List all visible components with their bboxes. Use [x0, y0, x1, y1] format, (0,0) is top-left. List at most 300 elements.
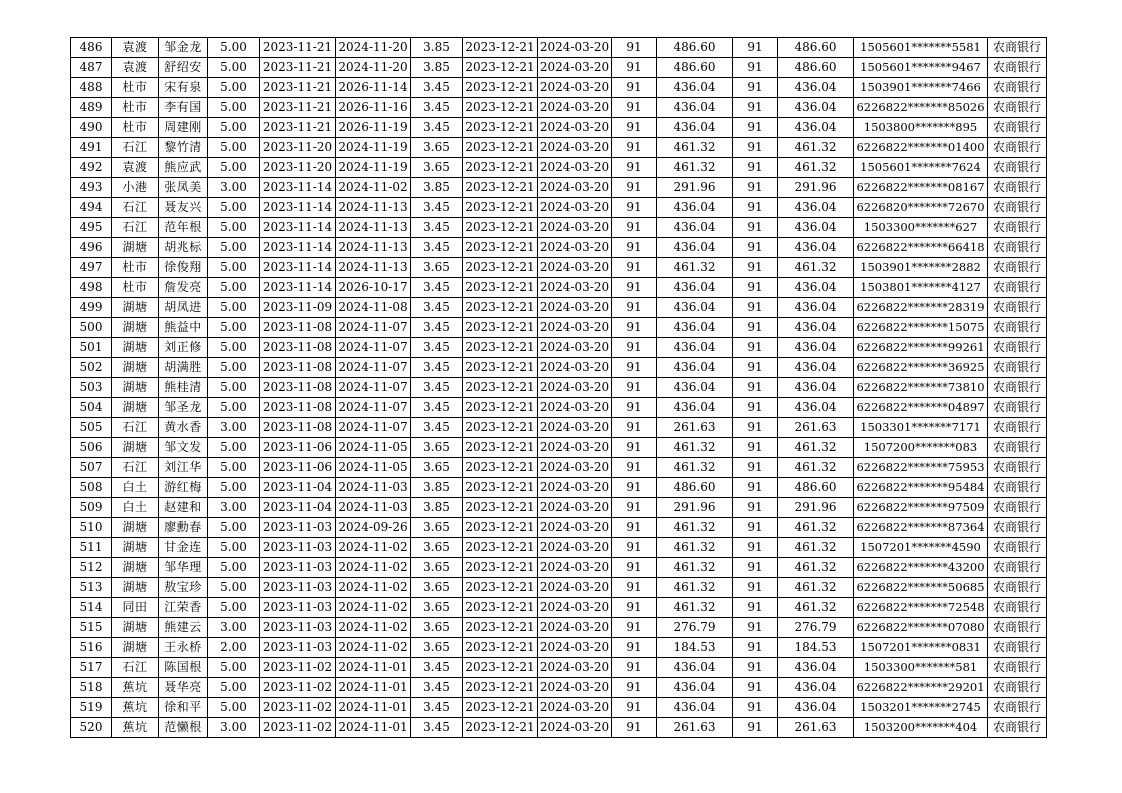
cell-subsidy-days: 91: [733, 618, 778, 638]
cell-account-number: 1503201*******2745: [854, 698, 988, 718]
table-row: [71, 378, 1047, 398]
cell-interest-amount: 436.04: [657, 678, 733, 698]
cell-interest-amount: 276.79: [657, 618, 733, 638]
cell-loan-end-date: 2024-11-07: [336, 318, 411, 338]
cell-bank-name: 农商银行: [988, 638, 1047, 658]
cell-bank-name: 农商银行: [988, 458, 1047, 478]
cell-interest-period-end: 2024-03-20: [538, 278, 612, 298]
cell-days: 91: [612, 318, 657, 338]
cell-row-index: 509: [71, 498, 112, 518]
cell-name: 陈国根: [159, 658, 208, 678]
cell-subsidy-days: 91: [733, 398, 778, 418]
cell-interest-rate: 3.45: [411, 418, 463, 438]
cell-loan-end-date: 2024-11-07: [336, 418, 411, 438]
table-row: [71, 578, 1047, 598]
cell-loan-end-date: 2024-11-01: [336, 718, 411, 738]
cell-name: 黎竹清: [159, 138, 208, 158]
cell-bank-name: 农商银行: [988, 38, 1047, 58]
cell-township: 石江: [112, 198, 159, 218]
cell-subsidy-days: 91: [733, 658, 778, 678]
cell-township: 蕉坑: [112, 678, 159, 698]
cell-interest-amount: 461.32: [657, 138, 733, 158]
cell-subsidy-amount: 436.04: [778, 118, 854, 138]
cell-account-number: 1503301*******7171: [854, 418, 988, 438]
cell-loan-end-date: 2024-11-01: [336, 678, 411, 698]
cell-interest-amount: 461.32: [657, 438, 733, 458]
cell-interest-period-start: 2023-12-21: [463, 38, 538, 58]
cell-interest-rate: 3.45: [411, 118, 463, 138]
cell-subsidy-amount: 436.04: [778, 358, 854, 378]
cell-subsidy-days: 91: [733, 238, 778, 258]
cell-subsidy-amount: 436.04: [778, 698, 854, 718]
cell-interest-period-end: 2024-03-20: [538, 38, 612, 58]
cell-bank-name: 农商银行: [988, 218, 1047, 238]
cell-subsidy-days: 91: [733, 358, 778, 378]
cell-interest-period-end: 2024-03-20: [538, 718, 612, 738]
cell-interest-period-start: 2023-12-21: [463, 598, 538, 618]
cell-account-number: 1503200*******404: [854, 718, 988, 738]
cell-interest-period-start: 2023-12-21: [463, 458, 538, 478]
table-row: [71, 658, 1047, 678]
cell-row-index: 503: [71, 378, 112, 398]
cell-days: 91: [612, 418, 657, 438]
cell-interest-rate: 3.85: [411, 38, 463, 58]
cell-account-number: 6226822*******73810: [854, 378, 988, 398]
cell-subsidy-amount: 461.32: [778, 258, 854, 278]
cell-principal: 5.00: [208, 398, 260, 418]
cell-loan-end-date: 2024-11-05: [336, 458, 411, 478]
cell-loan-start-date: 2023-11-06: [260, 438, 336, 458]
cell-bank-name: 农商银行: [988, 78, 1047, 98]
cell-loan-end-date: 2024-11-01: [336, 658, 411, 678]
cell-interest-period-start: 2023-12-21: [463, 218, 538, 238]
cell-row-index: 520: [71, 718, 112, 738]
cell-row-index: 508: [71, 478, 112, 498]
cell-bank-name: 农商银行: [988, 118, 1047, 138]
cell-account-number: 6226822*******28319: [854, 298, 988, 318]
loan-interest-table: [70, 37, 1047, 738]
cell-interest-rate: 3.45: [411, 718, 463, 738]
cell-name: 邹圣龙: [159, 398, 208, 418]
table-row: [71, 338, 1047, 358]
cell-loan-start-date: 2023-11-03: [260, 518, 336, 538]
cell-interest-period-end: 2024-03-20: [538, 198, 612, 218]
cell-interest-period-start: 2023-12-21: [463, 518, 538, 538]
cell-bank-name: 农商银行: [988, 718, 1047, 738]
cell-interest-rate: 3.45: [411, 378, 463, 398]
cell-account-number: 6226822*******01400: [854, 138, 988, 158]
cell-interest-amount: 461.32: [657, 458, 733, 478]
cell-interest-amount: 436.04: [657, 298, 733, 318]
cell-subsidy-days: 91: [733, 118, 778, 138]
cell-principal: 5.00: [208, 358, 260, 378]
table-row: [71, 78, 1047, 98]
cell-principal: 5.00: [208, 218, 260, 238]
cell-days: 91: [612, 698, 657, 718]
cell-township: 白土: [112, 478, 159, 498]
cell-interest-amount: 461.32: [657, 258, 733, 278]
cell-township: 白土: [112, 498, 159, 518]
cell-row-index: 511: [71, 538, 112, 558]
cell-subsidy-days: 91: [733, 198, 778, 218]
cell-principal: 5.00: [208, 38, 260, 58]
cell-account-number: 6226822*******15075: [854, 318, 988, 338]
cell-subsidy-amount: 276.79: [778, 618, 854, 638]
cell-interest-amount: 486.60: [657, 58, 733, 78]
cell-account-number: 6226822*******08167: [854, 178, 988, 198]
cell-principal: 5.00: [208, 58, 260, 78]
cell-subsidy-days: 91: [733, 38, 778, 58]
table-row: [71, 198, 1047, 218]
cell-account-number: 1507201*******4590: [854, 538, 988, 558]
cell-loan-start-date: 2023-11-20: [260, 138, 336, 158]
cell-interest-period-end: 2024-03-20: [538, 58, 612, 78]
cell-days: 91: [612, 598, 657, 618]
cell-principal: 3.00: [208, 718, 260, 738]
cell-loan-end-date: 2026-11-16: [336, 98, 411, 118]
cell-interest-rate: 3.45: [411, 698, 463, 718]
cell-subsidy-amount: 461.32: [778, 158, 854, 178]
cell-subsidy-amount: 436.04: [778, 318, 854, 338]
cell-subsidy-days: 91: [733, 418, 778, 438]
table-row: [71, 518, 1047, 538]
table-row: [71, 438, 1047, 458]
cell-name: 敖宝珍: [159, 578, 208, 598]
cell-row-index: 487: [71, 58, 112, 78]
cell-subsidy-days: 91: [733, 378, 778, 398]
cell-loan-start-date: 2023-11-09: [260, 298, 336, 318]
cell-bank-name: 农商银行: [988, 658, 1047, 678]
cell-subsidy-days: 91: [733, 698, 778, 718]
cell-interest-period-start: 2023-12-21: [463, 378, 538, 398]
cell-account-number: 1503801*******4127: [854, 278, 988, 298]
cell-principal: 3.00: [208, 618, 260, 638]
cell-days: 91: [612, 718, 657, 738]
cell-interest-period-end: 2024-03-20: [538, 698, 612, 718]
cell-row-index: 518: [71, 678, 112, 698]
cell-interest-period-end: 2024-03-20: [538, 158, 612, 178]
cell-loan-start-date: 2023-11-08: [260, 378, 336, 398]
cell-account-number: 1505601*******7624: [854, 158, 988, 178]
cell-principal: 5.00: [208, 198, 260, 218]
cell-row-index: 497: [71, 258, 112, 278]
cell-interest-amount: 436.04: [657, 98, 733, 118]
cell-interest-period-end: 2024-03-20: [538, 258, 612, 278]
cell-interest-period-start: 2023-12-21: [463, 118, 538, 138]
cell-account-number: 6226820*******72670: [854, 198, 988, 218]
cell-loan-end-date: 2026-11-14: [336, 78, 411, 98]
table-row: [71, 138, 1047, 158]
cell-township: 石江: [112, 418, 159, 438]
cell-bank-name: 农商银行: [988, 198, 1047, 218]
cell-subsidy-amount: 461.32: [778, 558, 854, 578]
cell-interest-rate: 3.85: [411, 58, 463, 78]
cell-loan-start-date: 2023-11-04: [260, 498, 336, 518]
cell-interest-amount: 461.32: [657, 598, 733, 618]
cell-township: 袁渡: [112, 58, 159, 78]
table-body: [71, 38, 1047, 738]
cell-township: 石江: [112, 218, 159, 238]
cell-bank-name: 农商银行: [988, 538, 1047, 558]
cell-interest-amount: 184.53: [657, 638, 733, 658]
cell-interest-period-start: 2023-12-21: [463, 398, 538, 418]
cell-interest-period-end: 2024-03-20: [538, 358, 612, 378]
table-row: [71, 238, 1047, 258]
cell-interest-period-end: 2024-03-20: [538, 78, 612, 98]
table-row: [71, 718, 1047, 738]
cell-township: 蕉坑: [112, 698, 159, 718]
cell-subsidy-amount: 461.32: [778, 538, 854, 558]
cell-subsidy-amount: 436.04: [778, 398, 854, 418]
cell-loan-end-date: 2024-11-08: [336, 298, 411, 318]
cell-township: 石江: [112, 138, 159, 158]
cell-name: 周建刚: [159, 118, 208, 138]
cell-row-index: 517: [71, 658, 112, 678]
cell-principal: 5.00: [208, 558, 260, 578]
cell-name: 熊益中: [159, 318, 208, 338]
cell-township: 石江: [112, 658, 159, 678]
cell-subsidy-days: 91: [733, 578, 778, 598]
cell-loan-start-date: 2023-11-04: [260, 478, 336, 498]
cell-row-index: 492: [71, 158, 112, 178]
cell-township: 袁渡: [112, 38, 159, 58]
cell-interest-rate: 3.45: [411, 298, 463, 318]
cell-name: 江荣香: [159, 598, 208, 618]
cell-days: 91: [612, 358, 657, 378]
cell-subsidy-days: 91: [733, 538, 778, 558]
cell-loan-end-date: 2024-09-26: [336, 518, 411, 538]
cell-account-number: 1503300*******581: [854, 658, 988, 678]
cell-interest-period-start: 2023-12-21: [463, 578, 538, 598]
cell-township: 湖塘: [112, 538, 159, 558]
cell-township: 湖塘: [112, 578, 159, 598]
cell-principal: 5.00: [208, 578, 260, 598]
cell-days: 91: [612, 58, 657, 78]
cell-principal: 5.00: [208, 258, 260, 278]
cell-interest-rate: 3.65: [411, 138, 463, 158]
cell-interest-rate: 3.45: [411, 338, 463, 358]
cell-interest-rate: 3.45: [411, 678, 463, 698]
cell-row-index: 486: [71, 38, 112, 58]
cell-subsidy-amount: 436.04: [778, 378, 854, 398]
cell-subsidy-amount: 436.04: [778, 218, 854, 238]
cell-interest-rate: 3.85: [411, 178, 463, 198]
cell-name: 詹发亮: [159, 278, 208, 298]
cell-interest-amount: 436.04: [657, 358, 733, 378]
cell-interest-amount: 261.63: [657, 718, 733, 738]
cell-name: 熊桂清: [159, 378, 208, 398]
cell-loan-end-date: 2024-11-02: [336, 618, 411, 638]
cell-bank-name: 农商银行: [988, 598, 1047, 618]
cell-interest-rate: 3.65: [411, 258, 463, 278]
table-row: [71, 538, 1047, 558]
cell-township: 湖塘: [112, 358, 159, 378]
cell-account-number: 6226822*******99261: [854, 338, 988, 358]
table-row: [71, 358, 1047, 378]
cell-bank-name: 农商银行: [988, 518, 1047, 538]
cell-days: 91: [612, 338, 657, 358]
cell-interest-amount: 461.32: [657, 538, 733, 558]
cell-interest-amount: 436.04: [657, 338, 733, 358]
cell-days: 91: [612, 98, 657, 118]
cell-bank-name: 农商银行: [988, 158, 1047, 178]
cell-loan-end-date: 2024-11-03: [336, 478, 411, 498]
cell-name: 徐和平: [159, 698, 208, 718]
cell-interest-amount: 436.04: [657, 398, 733, 418]
cell-loan-end-date: 2024-11-02: [336, 638, 411, 658]
cell-row-index: 502: [71, 358, 112, 378]
table-row: [71, 218, 1047, 238]
cell-interest-period-end: 2024-03-20: [538, 298, 612, 318]
cell-principal: 5.00: [208, 478, 260, 498]
cell-loan-start-date: 2023-11-14: [260, 198, 336, 218]
cell-row-index: 488: [71, 78, 112, 98]
cell-bank-name: 农商银行: [988, 438, 1047, 458]
cell-interest-period-start: 2023-12-21: [463, 718, 538, 738]
cell-interest-rate: 3.65: [411, 578, 463, 598]
cell-name: 聂华亮: [159, 678, 208, 698]
cell-principal: 5.00: [208, 438, 260, 458]
cell-interest-amount: 436.04: [657, 658, 733, 678]
cell-subsidy-days: 91: [733, 278, 778, 298]
cell-bank-name: 农商银行: [988, 358, 1047, 378]
cell-principal: 2.00: [208, 638, 260, 658]
cell-loan-start-date: 2023-11-03: [260, 578, 336, 598]
cell-name: 熊建云: [159, 618, 208, 638]
cell-interest-rate: 3.65: [411, 618, 463, 638]
cell-row-index: 507: [71, 458, 112, 478]
cell-subsidy-days: 91: [733, 498, 778, 518]
cell-township: 杜市: [112, 258, 159, 278]
cell-township: 湖塘: [112, 518, 159, 538]
cell-subsidy-days: 91: [733, 178, 778, 198]
cell-interest-period-start: 2023-12-21: [463, 478, 538, 498]
cell-loan-end-date: 2024-11-07: [336, 398, 411, 418]
cell-interest-amount: 436.04: [657, 378, 733, 398]
table-row: [71, 118, 1047, 138]
cell-interest-period-end: 2024-03-20: [538, 178, 612, 198]
cell-loan-end-date: 2024-11-07: [336, 358, 411, 378]
cell-loan-end-date: 2024-11-02: [336, 558, 411, 578]
cell-loan-end-date: 2024-11-20: [336, 38, 411, 58]
cell-principal: 5.00: [208, 98, 260, 118]
cell-account-number: 1507200*******083: [854, 438, 988, 458]
cell-loan-start-date: 2023-11-06: [260, 458, 336, 478]
cell-interest-period-end: 2024-03-20: [538, 238, 612, 258]
cell-bank-name: 农商银行: [988, 278, 1047, 298]
cell-days: 91: [612, 518, 657, 538]
cell-interest-period-end: 2024-03-20: [538, 138, 612, 158]
cell-bank-name: 农商银行: [988, 578, 1047, 598]
cell-loan-end-date: 2024-11-02: [336, 538, 411, 558]
cell-account-number: 1503901*******7466: [854, 78, 988, 98]
cell-days: 91: [612, 238, 657, 258]
cell-subsidy-days: 91: [733, 678, 778, 698]
cell-interest-amount: 436.04: [657, 118, 733, 138]
table-row: [71, 558, 1047, 578]
cell-loan-end-date: 2024-11-02: [336, 598, 411, 618]
cell-interest-rate: 3.65: [411, 518, 463, 538]
cell-account-number: 1503800*******895: [854, 118, 988, 138]
cell-interest-rate: 3.65: [411, 438, 463, 458]
cell-subsidy-amount: 486.60: [778, 58, 854, 78]
cell-row-index: 496: [71, 238, 112, 258]
cell-interest-amount: 461.32: [657, 558, 733, 578]
cell-row-index: 515: [71, 618, 112, 638]
cell-account-number: 1505601*******5581: [854, 38, 988, 58]
cell-interest-amount: 291.96: [657, 498, 733, 518]
cell-interest-period-end: 2024-03-20: [538, 458, 612, 478]
cell-township: 湖塘: [112, 558, 159, 578]
cell-subsidy-amount: 436.04: [778, 338, 854, 358]
cell-interest-rate: 3.65: [411, 458, 463, 478]
cell-interest-period-end: 2024-03-20: [538, 638, 612, 658]
cell-township: 湖塘: [112, 238, 159, 258]
cell-loan-end-date: 2024-11-01: [336, 698, 411, 718]
cell-bank-name: 农商银行: [988, 418, 1047, 438]
cell-township: 杜市: [112, 98, 159, 118]
cell-name: 邹金龙: [159, 38, 208, 58]
cell-interest-rate: 3.45: [411, 278, 463, 298]
cell-bank-name: 农商银行: [988, 138, 1047, 158]
cell-row-index: 506: [71, 438, 112, 458]
cell-principal: 5.00: [208, 598, 260, 618]
table-row: [71, 278, 1047, 298]
cell-interest-period-start: 2023-12-21: [463, 178, 538, 198]
cell-interest-period-start: 2023-12-21: [463, 78, 538, 98]
cell-name: 王永桥: [159, 638, 208, 658]
cell-account-number: 1503901*******2882: [854, 258, 988, 278]
cell-days: 91: [612, 618, 657, 638]
cell-subsidy-days: 91: [733, 58, 778, 78]
cell-subsidy-amount: 461.32: [778, 578, 854, 598]
cell-principal: 3.00: [208, 418, 260, 438]
cell-principal: 5.00: [208, 138, 260, 158]
cell-interest-amount: 461.32: [657, 518, 733, 538]
cell-township: 杜市: [112, 118, 159, 138]
cell-subsidy-amount: 291.96: [778, 178, 854, 198]
cell-name: 赵建和: [159, 498, 208, 518]
cell-interest-period-start: 2023-12-21: [463, 618, 538, 638]
cell-subsidy-days: 91: [733, 218, 778, 238]
cell-loan-start-date: 2023-11-03: [260, 558, 336, 578]
cell-interest-period-start: 2023-12-21: [463, 678, 538, 698]
cell-interest-period-start: 2023-12-21: [463, 318, 538, 338]
cell-bank-name: 农商银行: [988, 338, 1047, 358]
cell-township: 湖塘: [112, 618, 159, 638]
cell-loan-end-date: 2024-11-19: [336, 138, 411, 158]
cell-bank-name: 农商银行: [988, 318, 1047, 338]
table-row: [71, 678, 1047, 698]
cell-interest-period-start: 2023-12-21: [463, 98, 538, 118]
cell-loan-end-date: 2024-11-07: [336, 378, 411, 398]
cell-days: 91: [612, 458, 657, 478]
cell-principal: 5.00: [208, 318, 260, 338]
cell-loan-start-date: 2023-11-03: [260, 618, 336, 638]
cell-subsidy-amount: 436.04: [778, 278, 854, 298]
cell-township: 湖塘: [112, 398, 159, 418]
cell-subsidy-days: 91: [733, 98, 778, 118]
cell-interest-rate: 3.45: [411, 198, 463, 218]
cell-row-index: 498: [71, 278, 112, 298]
cell-bank-name: 农商银行: [988, 98, 1047, 118]
cell-loan-end-date: 2024-11-19: [336, 158, 411, 178]
cell-principal: 3.00: [208, 498, 260, 518]
cell-row-index: 512: [71, 558, 112, 578]
cell-interest-rate: 3.65: [411, 538, 463, 558]
cell-township: 湖塘: [112, 378, 159, 398]
cell-days: 91: [612, 478, 657, 498]
